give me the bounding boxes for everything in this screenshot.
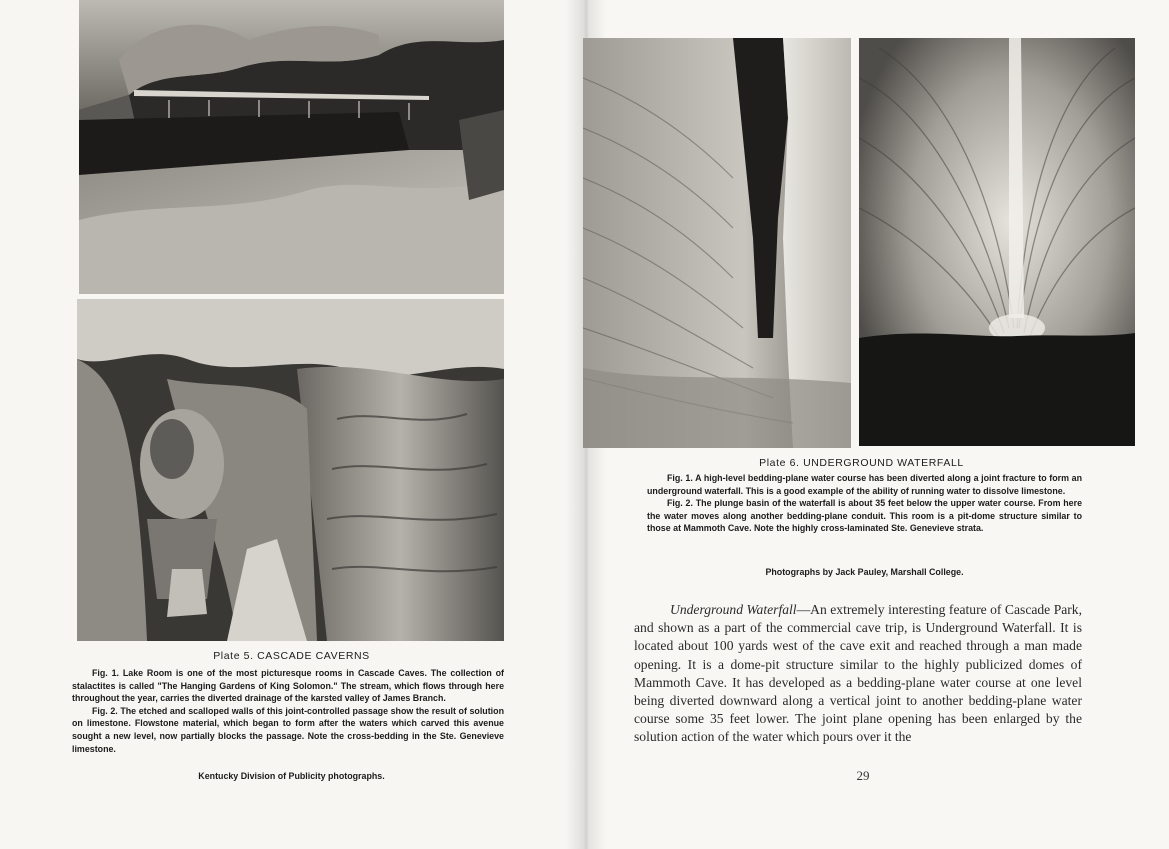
body-paragraph-text: —An extremely interesting feature of Cascade Park, and shown as a part of the commercial cave trip, is Underground Waterfall. It is located about 100 yards west of the cave exit and reached through a man made opening. It is a dome-pit structure similar to the highly publicized domes of Mammoth Cave. It has developed as a bedding-plane water course at one level being diverted downward along a vertical joint to another bedding-plane water course some 35 feet lower. The joint plane opening has been enlarged by the solution action of the water which pours over it the — [634, 602, 1083, 745]
body-lead-heading: Underground Waterfall — [670, 602, 797, 617]
page-number: 29 — [856, 768, 870, 783]
plate-6-credit: Photographs by Jack Pauley, Marshall College. — [765, 567, 964, 577]
plate-6-fig-1-caption: Fig. 1. A high-level bedding-plane water course has been diverted along a joint fracture to form an underground waterfall. This is a good example of the ability of running water to dissolve limestone. — [647, 473, 1082, 496]
plate-5-credit: Kentucky Division of Publicity photographs. — [198, 771, 385, 781]
photo-scalloped-passage — [77, 299, 504, 641]
plate-6-fig-2-caption: Fig. 2. The plunge basin of the waterfall is about 35 feet below the upper water course. From here the water moves along another bedding-plane conduit. This room is a pit-dome structure similar to those at Mammoth Cave. Note the highly cross-laminated Ste. Genevieve strata. — [647, 498, 1082, 534]
plate-5-fig-1-caption: Fig. 1. Lake Room is one of the most picturesque rooms in Cascade Caves. The collection of stalactites is called "The Hanging Gardens of King Solomon." The stream, which flows through here throughout the year, carries the diverted drainage of the karsted valley of James Branch. — [72, 668, 504, 704]
photo-lake-room — [79, 0, 504, 294]
body-paragraph — [634, 601, 1082, 747]
photo-waterfall-fracture — [583, 38, 851, 448]
plate-6-title: Plate 6. UNDERGROUND WATERFALL — [759, 457, 964, 469]
photo-plunge-basin — [859, 38, 1135, 446]
plate-5-captions — [72, 667, 504, 755]
plate-5-title: Plate 5. CASCADE CAVERNS — [213, 650, 370, 662]
plate-5-fig-2-caption: Fig. 2. The etched and scalloped walls of this joint-controlled passage show the result of solution on limestone. Flowstone material, which began to form after the waters which carved this avenue sought a new level, now partially blocks the passage. Note the cross-bedding in the Ste. Genevieve limestone. — [72, 705, 504, 754]
plate-6-captions — [647, 472, 1082, 535]
